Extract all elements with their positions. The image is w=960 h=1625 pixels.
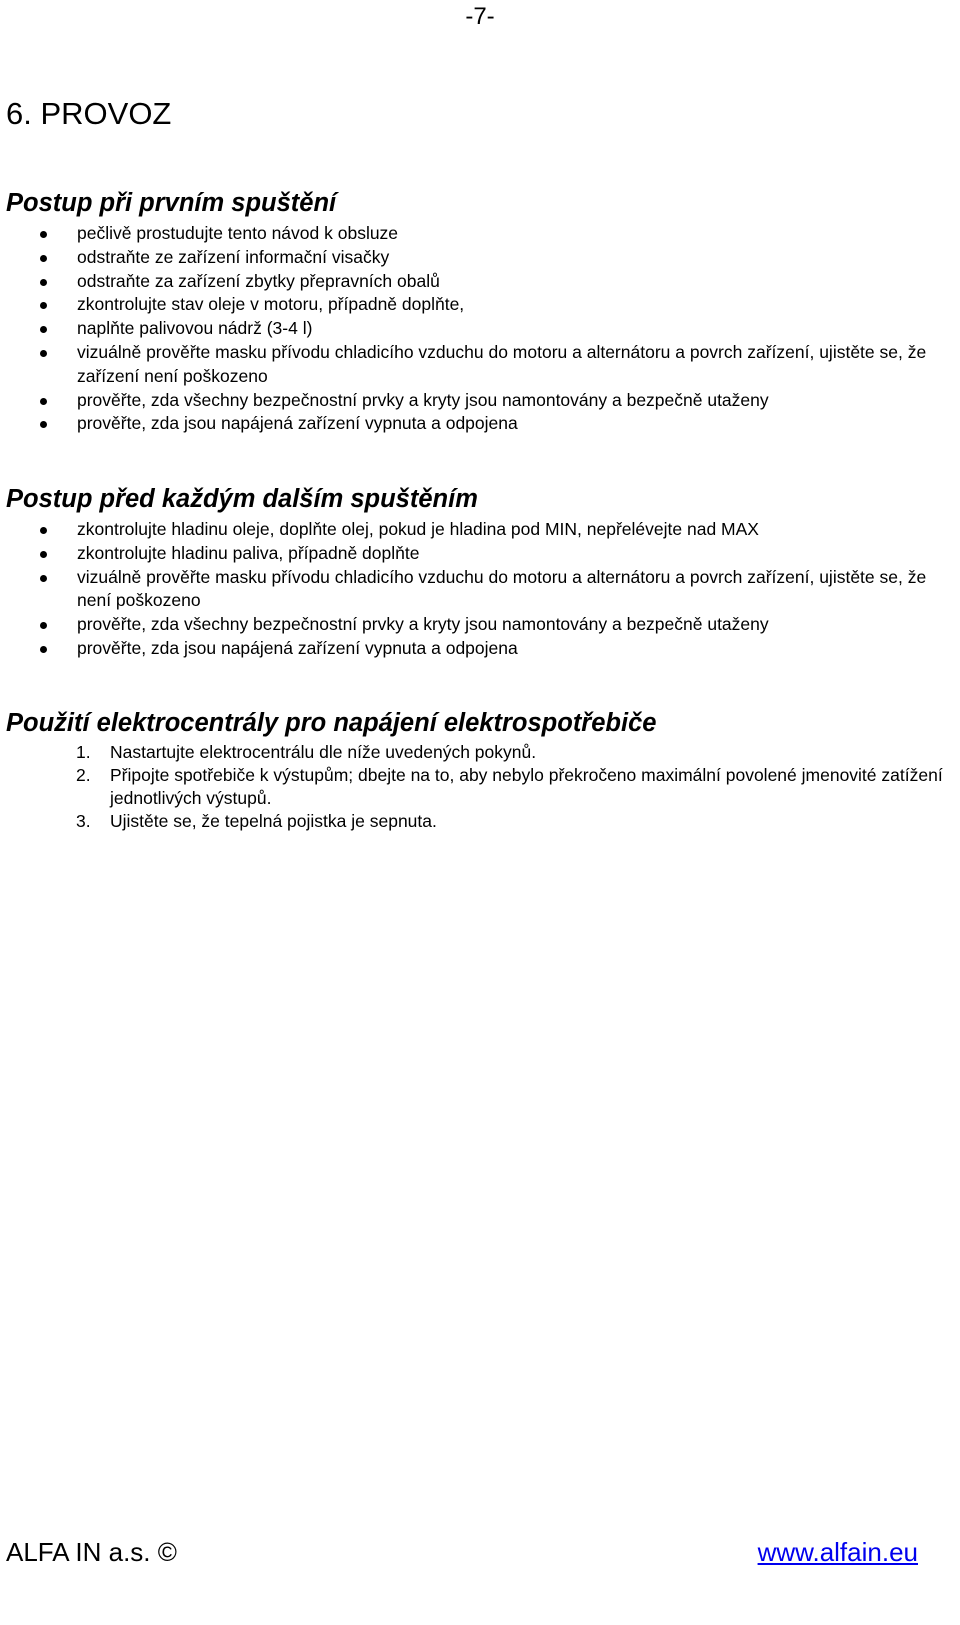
list-item: [6, 542, 946, 566]
list-item-text: vizuálně prověřte masku přívodu chladicího vzduchu do motoru a alternátoru a povrch zařízení, ujistěte se, že není poškozeno: [77, 566, 927, 611]
footer-website-link[interactable]: www.alfain.eu: [757, 1537, 918, 1567]
list-item: [6, 246, 946, 270]
list-item: [6, 341, 946, 389]
section-usage: [6, 708, 946, 833]
list-item-text: prověřte, zda všechny bezpečnostní prvky a kryty jsou namontovány a bezpečně utaženy: [77, 389, 769, 410]
bullet-icon: [40, 398, 47, 405]
section-each-start-title: Postup před každým dalším spuštěním: [6, 485, 478, 513]
list-item-text: pečlivě prostudujte tento návod k obsluze: [77, 223, 399, 243]
first-start-list: [6, 222, 946, 436]
step-item: [6, 764, 946, 810]
list-item: [6, 637, 946, 661]
list-item: [6, 518, 946, 542]
section-usage-title: Použití elektrocentrály pro napájení elektrospotřebiče: [6, 709, 657, 737]
list-item-text: naplňte palivovou nádrž (3-4 l): [77, 318, 313, 339]
list-item-text: prověřte, zda jsou napájená zařízení vypnuta a odpojena: [77, 637, 518, 658]
step-item: [6, 741, 946, 764]
list-item-text: zkontrolujte hladinu oleje, doplňte olej, pokud je hladina pod MIN, nepřelévejte nad MAX: [77, 519, 759, 539]
step-text: Ujistěte se, že tepelná pojistka je sepnuta.: [110, 811, 437, 831]
list-item-text: prověřte, zda všechny bezpečnostní prvky a kryty jsou namontovány a bezpečně utaženy: [77, 614, 769, 635]
list-item: [6, 293, 946, 317]
list-item-text: zkontrolujte hladinu paliva, případně doplňte: [77, 542, 420, 563]
each-start-list: [6, 518, 946, 661]
list-item-text: zkontrolujte stav oleje v motoru, případně doplňte,: [77, 294, 465, 315]
list-item: [6, 613, 946, 637]
bullet-icon: [40, 302, 47, 309]
step-text: Připojte spotřebiče k výstupům; dbejte na to, aby nebylo překročeno maximální povolené jmenovité zatížení jednotlivých výstupů.: [110, 765, 943, 808]
bullet-icon: [40, 350, 47, 357]
page-number: -7-: [465, 3, 495, 30]
bullet-icon: [40, 326, 47, 333]
section-each-start: [6, 484, 946, 661]
bullet-icon: [40, 255, 47, 262]
step-item: [6, 810, 946, 833]
bullet-icon: [40, 646, 47, 653]
step-text: Nastartujte elektrocentrálu dle níže uvedených pokynů.: [110, 742, 537, 762]
usage-steps: [6, 741, 946, 833]
section-first-start: [6, 188, 946, 436]
list-item: [6, 566, 946, 614]
step-number: 2.: [76, 765, 91, 785]
list-item: [6, 389, 946, 413]
step-number: 3.: [76, 811, 91, 831]
bullet-icon: [40, 231, 47, 238]
list-item: [6, 412, 946, 436]
list-item-text: prověřte, zda jsou napájená zařízení vypnuta a odpojena: [77, 413, 518, 434]
list-item-text: odstraňte ze zařízení informační visačky: [77, 246, 390, 267]
bullet-icon: [40, 527, 47, 534]
list-item: [6, 270, 946, 294]
bullet-icon: [40, 421, 47, 428]
list-item-text: vizuálně prověřte masku přívodu chladicího vzduchu do motoru a alternátoru a povrch zařízení, ujistěte se, že zařízení není poškozeno: [77, 341, 927, 386]
bullet-icon: [40, 551, 47, 558]
bullet-icon: [40, 575, 47, 582]
step-number: 1.: [76, 742, 91, 762]
bullet-icon: [40, 622, 47, 629]
footer-company: ALFA IN a.s. ©: [6, 1537, 177, 1567]
bullet-icon: [40, 279, 47, 286]
list-item: [6, 222, 946, 246]
list-item: [6, 317, 946, 341]
list-item-text: odstraňte za zařízení zbytky přepravních obalů: [77, 270, 440, 291]
chapter-title: 6. PROVOZ: [6, 96, 172, 131]
section-first-start-title: Postup při prvním spuštění: [6, 189, 337, 217]
